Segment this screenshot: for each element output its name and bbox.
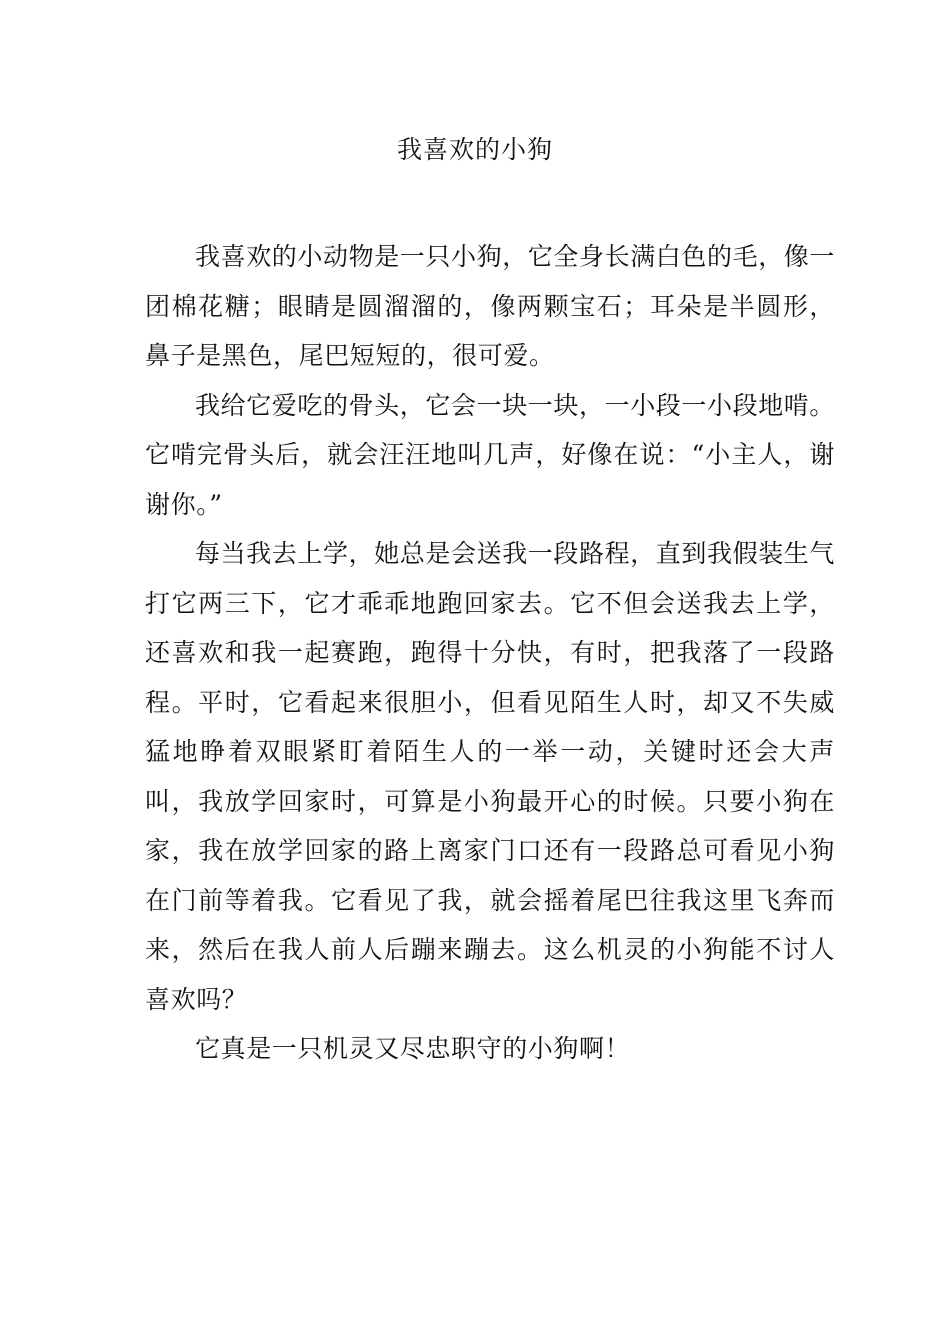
paragraph-2: 我给它爱吃的骨头，它会一块一块，一小段一小段地啃。它啃完骨头后，就会汪汪地叫几声，好像在说：“小主人，谢谢你。”: [145, 390, 836, 519]
document-body: [145, 232, 835, 1074]
paragraph-3: 每当我去上学，她总是会送我一段路程，直到我假装生气打它两三下，它才乖乖地跑回家去。它不但会送我去上学，还喜欢和我一起赛跑，跑得十分快，有时，把我落了一段路程。平时，它看起来很胆小，但看见陌生人时，却又不失威猛地睁着双眼紧盯着陌生人的一举一动，关键时还会大声叫，我放学回家时，可算是小狗最开心的时候。只要小狗在家，我在放学回家的路上离家门口还有一段路总可看见小狗在门前等着我。它看见了我，就会摇着尾巴往我这里飞奔而来，然后在我人前人后蹦来蹦去。这么机灵的小狗能不讨人喜欢吗？: [145, 539, 836, 1014]
document-title: 我喜欢的小狗: [396, 135, 553, 164]
paragraph-1: 我喜欢的小动物是一只小狗，它全身长满白色的毛，像一团棉花糖；眼睛是圆溜溜的，像两颗宝石；耳朵是半圆形，鼻子是黑色，尾巴短短的，很可爱。: [145, 242, 836, 370]
paragraph-4: 它真是一只机灵又尽忠职守的小狗啊！: [195, 1034, 631, 1063]
